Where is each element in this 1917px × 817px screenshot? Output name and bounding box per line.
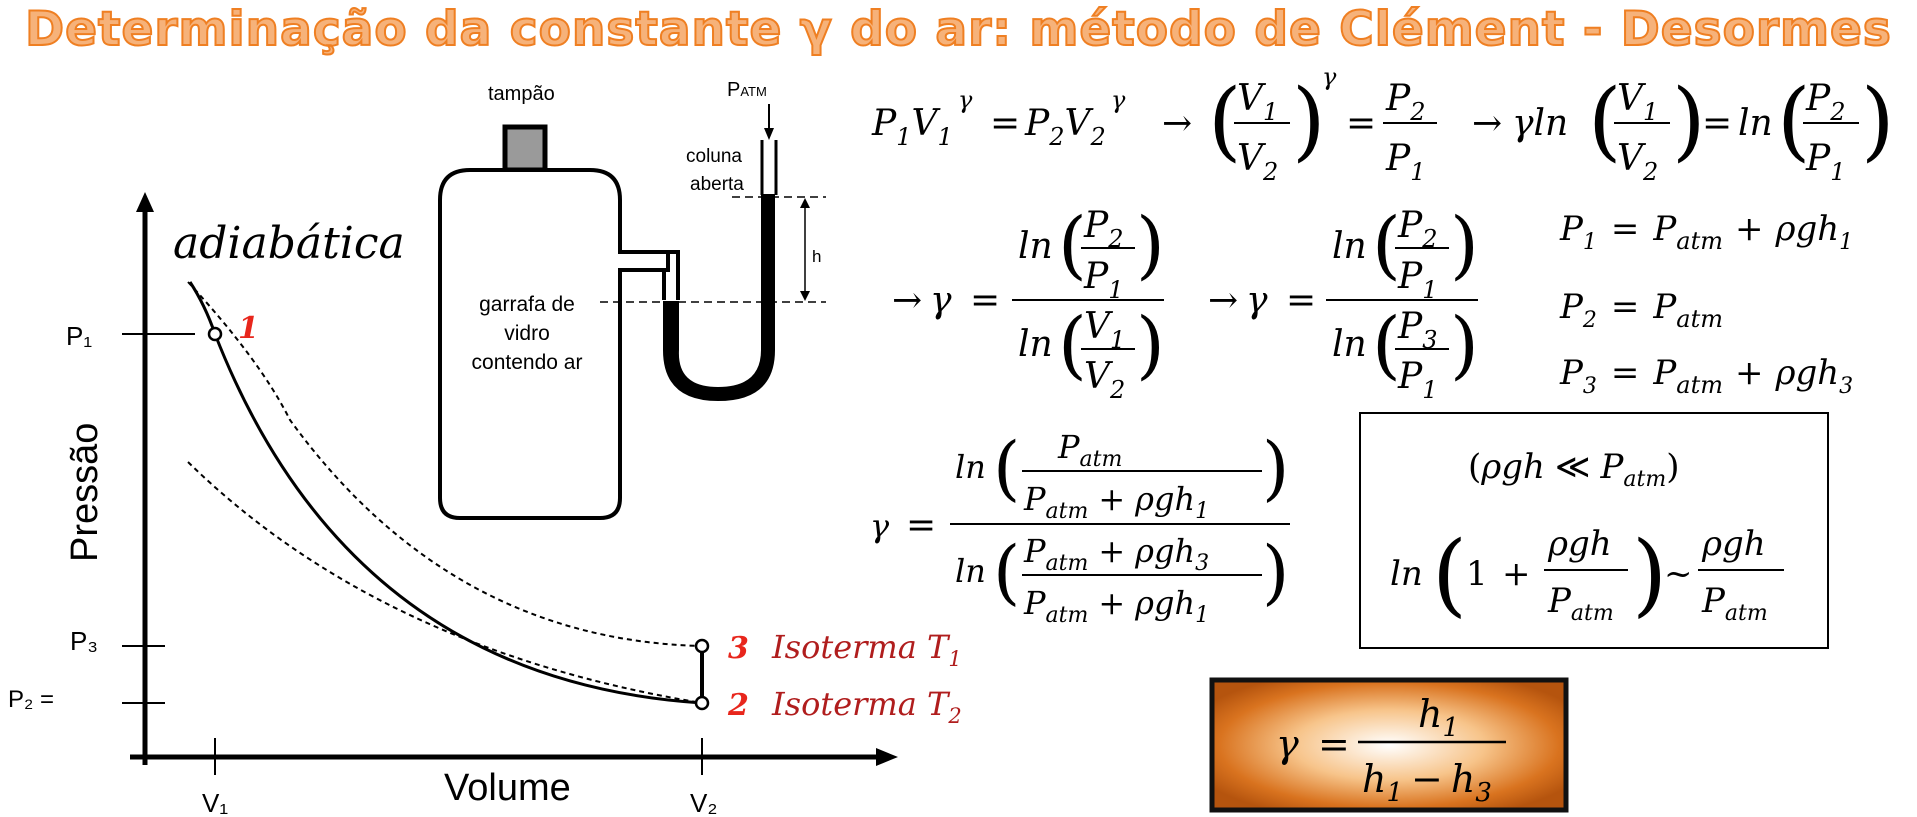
svg-text:→: → [892,280,923,321]
svg-text:(: ( [1058,302,1087,388]
svg-text:(: ( [1372,302,1401,388]
svg-text:): ) [1450,302,1479,388]
svg-text:γ: γ [930,280,952,321]
svg-text:γ: γ [1111,86,1126,114]
h-arrow-down [800,291,810,301]
svg-text:P3: $P_3$ [1398,306,1438,354]
svg-text:(: ( [1208,71,1242,171]
svg-text:V2: $V_2$ [1084,356,1126,404]
svg-text:=: = [906,505,937,546]
eq-gamma-expanded [870,427,1290,628]
glass-bottle [440,170,668,518]
column-label-line1: coluna [686,146,742,167]
svg-text:(: ( [1432,522,1468,627]
point-3-label: 3 [728,631,749,666]
svg-text:ln: ln [1332,226,1367,267]
stopper-label: tampão [488,83,555,105]
svg-text:ln: ln [955,448,986,486]
svg-text:ln: ln [1332,324,1367,365]
svg-text:): ) [1262,427,1290,509]
svg-text:h1−h3: $h_1 - h_3$ [1362,757,1492,808]
svg-text:γln: γln [1512,103,1569,144]
svg-text:V2: $V_2$ [1237,138,1279,186]
equations [870,63,1895,810]
svg-text:→: → [1472,103,1503,144]
state-point-1 [209,328,221,340]
svg-text:P1=Patm+ρgh1: $P_1 = P_{atm} + \rho gh_1$ [1560,209,1854,255]
svg-text:): ) [1632,522,1668,627]
svg-text:γ: γ [958,86,973,114]
svg-text:=: = [1286,280,1317,321]
approximation-box [1360,413,1828,648]
apparatus-diagram [440,79,826,518]
svg-text:P1V1: $P_1V_1$ [872,103,953,151]
state-point-3 [696,640,708,652]
svg-text:V1: $V_1$ [1617,78,1659,126]
svg-text:(: ( [993,427,1021,509]
svg-text:): ) [1262,531,1290,613]
svg-text:ln: ln [1018,324,1053,365]
svg-text:P2: $P_2$ [1806,78,1846,126]
svg-text:P2: $P_2$ [1084,205,1124,253]
bottle-label-line2: vidro [504,322,550,345]
patm-arrow-head [764,128,774,140]
svg-text:(: ( [993,531,1021,613]
p3-tick-label: P₃ [70,626,98,656]
v1-tick-label: V₁ [202,788,229,817]
svg-text:Patm: $P_{atm}$ [1702,581,1768,626]
svg-text:=: = [1318,722,1350,766]
result-box [1212,680,1566,810]
svg-text:~: ~ [1664,554,1693,594]
svg-text:(: ( [1372,202,1401,288]
svg-text:=: = [990,103,1021,144]
svg-text:ρgh: ρgh [1548,524,1612,564]
svg-text:(: ( [1588,71,1622,171]
svg-text:=: = [1702,103,1733,144]
eq-log [1472,71,1895,186]
x-axis-label: Volume [444,767,571,809]
svg-text:ln: ln [1018,226,1053,267]
svg-text:ln: ln [1390,554,1423,594]
patm-label: PATM [727,79,767,101]
y-axis-label: Pressão [64,422,106,562]
point-2-label: 2 [728,688,749,723]
svg-text:Patm+ρgh3: $P_{atm} + \rho gh_3$ [1024,532,1210,576]
svg-text:): ) [1861,71,1895,171]
v2-tick-label: V₂ [690,788,718,817]
svg-text:P1: $P_1$ [1806,138,1846,186]
page-title: Determinação da constante γ do ar: método de Clément - Desormes [25,2,1892,57]
u-tube-liquid [664,195,774,400]
svg-text:V1: $V_1$ [1084,306,1126,354]
svg-text:(ρgh≪Patm): (ρgh ≪ $P_{atm}$) [1468,447,1680,492]
svg-text:Patm+ρgh1: $P_{atm} + \rho gh_1$ [1024,480,1210,524]
svg-text:P2V2: $P_2V_2$ [1025,103,1106,151]
h-arrow-up [800,198,810,208]
svg-text:P2: $P_2$ [1386,78,1426,126]
svg-text:γ: γ [1322,63,1337,91]
svg-text:V1: $V_1$ [1237,78,1279,126]
svg-text:=: = [970,280,1001,321]
bottle-label-line1: garrafa de [479,293,575,316]
svg-text:1: 1 [1466,554,1488,594]
svg-text:P1: $P_1$ [1398,256,1438,304]
svg-text:P1: $P_1$ [1084,256,1124,304]
svg-text:P1: $P_1$ [1386,138,1426,186]
eq-gamma-pressure [1208,202,1479,404]
isotherm-t1-label: Isoterma $T_1$ [772,628,962,671]
eq-pressure-defs [1559,209,1853,399]
point-1-label: 1 [238,311,259,346]
isotherm-t2-label: Isoterma $T_2$ [772,685,962,728]
p1-tick-label: P₁ [66,321,93,351]
svg-text:): ) [1450,202,1479,288]
column-label-line2: aberta [690,174,744,195]
svg-text:): ) [1136,202,1165,288]
svg-text:Patm+ρgh1: $P_{atm} + \rho gh_1$ [1024,584,1210,628]
svg-text:ln: ln [955,552,986,590]
svg-text:Patm: $P_{atm}$ [1058,428,1123,472]
eq-ratio [1162,63,1437,186]
svg-text:γ: γ [870,507,890,545]
svg-text:): ) [1292,71,1326,171]
eq-gamma-volume [892,202,1165,404]
svg-text:=: = [1346,103,1377,144]
svg-text:): ) [1136,302,1165,388]
x-axis-arrow [876,748,898,766]
svg-text:V2: $V_2$ [1617,138,1659,186]
svg-text:γ: γ [1276,722,1299,766]
svg-text:ln: ln [1738,103,1773,144]
state-point-2 [696,697,708,709]
svg-text:P2: $P_2$ [1398,205,1438,253]
svg-text:Patm: $P_{atm}$ [1548,581,1614,626]
open-column [762,140,776,195]
svg-text:→: → [1208,280,1239,321]
svg-text:h1: $h_1$ [1418,692,1460,743]
stopper [505,127,545,170]
u-tube-outer-2 [620,270,664,300]
adiabatic-label: adiabática [173,218,405,269]
svg-text:ρgh: ρgh [1702,524,1766,564]
y-axis-arrow [136,192,154,212]
bottle-label-line3: contendo ar [471,351,583,374]
h-label: h [812,247,822,266]
p2-tick-label: P₂ = [8,686,55,713]
svg-text:P2=Patm: $P_2 = P_{atm}$ [1560,287,1723,333]
svg-text:): ) [1672,71,1706,171]
svg-text:(: ( [1058,202,1087,288]
svg-text:+: + [1502,554,1531,594]
svg-text:(: ( [1777,71,1811,171]
svg-text:γ: γ [1246,280,1268,321]
eq-poisson [871,86,1126,151]
svg-text:P3=Patm+ρgh3: $P_3 = P_{atm} + \rho gh_3$ [1560,353,1854,399]
svg-text:→: → [1162,103,1193,144]
svg-text:P1: $P_1$ [1398,356,1438,404]
